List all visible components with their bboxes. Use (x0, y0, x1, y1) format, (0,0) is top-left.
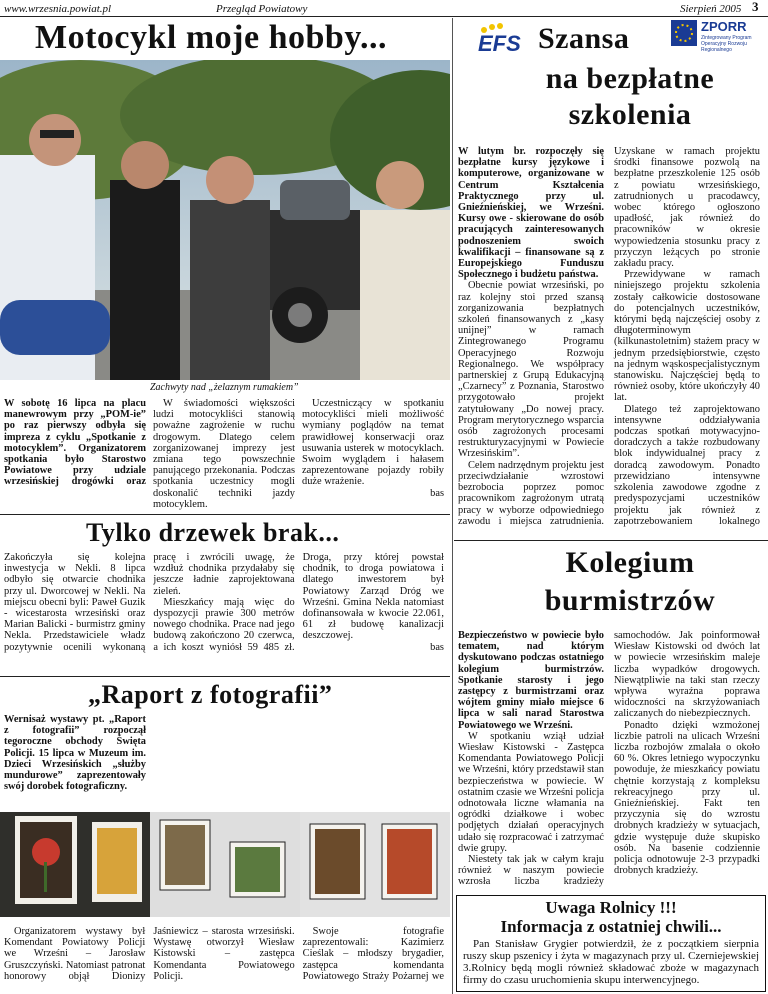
uwaga-box (456, 895, 766, 992)
szansa-body (458, 146, 760, 536)
raport-body (4, 926, 444, 990)
moto-caption: Zachwyty nad „żelaznym rumakiem” (150, 382, 299, 393)
szansa-p2: Celem nadrzędnym projektu jest przeciwdziałanie wzrostowi bezrobocia poprzez pomoc pracownikom zagrożonym utratą pracy w wyborze odpowiedniego zawodu i miejsca zatrudnienia. Uzyskane w ramach projektu środki finansowe pozwolą na bezpłatne przeszkolenie 125 osób z powiatu wrzesińskiego, zatrudnionych u pracodawcy, wobec którego ogłoszono upadłość, jak również do pracowników w okresie wypowiedzenia stosunku pracy z przyczyn leżących po stronie zakładu pracy. (458, 146, 760, 527)
raport-photo-right (300, 812, 450, 917)
moto-photo (0, 60, 450, 380)
kolegium-p2: Niestety tak jak w całym kraju również w naszym powiecie wzrosła liczba kradzieży samochodów. Jak poinformował Wiesław Kistowski od dwóch lat w powiecie wrzesińskim maleje liczba wypadków drogowych. Niewątpliwie na taki stan rzeczy wpływa wyraźna poprawa widoczności na skrzyżowaniach zaliczanych do niebezpiecznych. (458, 630, 760, 888)
raport-p2: Swoje fotografie zaprezentowali: Kazimierz Cieślak – młodszy brygadier, zastępca komendanta Powiatowego Straży Pożarnej we (302, 926, 444, 982)
header-publication: Przegląd Powiatowy (216, 3, 308, 15)
drzewek-sign: bas (430, 641, 444, 653)
zporr-flag-icon (671, 20, 697, 46)
uwaga-text: Pan Stanisław Grygier potwierdził, że z początkiem sierpnia ruszy skup pszenicy i żyta w magazynach przy ul. Czerniejewskiej 3.Rolnicy będą mogli również składować zboże w magazynach firmy do czasu uruchomienia skupu interwencyjnego. (463, 938, 759, 986)
raport-photo-mid-image (150, 812, 300, 917)
rule-szansa (454, 540, 768, 541)
header-rule (0, 16, 768, 17)
szansa-p1: Obecnie powiat wrzesiński, po raz kolejny stoi przed szansą zorganizowania bezpłatnych szkoleń finansowanych z „kasy unijnej” w ramach Zintegrowanego Programu Operacyjnego Rozwoju Regionalnego. We współpracy partnerskiej z Grupą Edukacyjną „Czarnecy” z Poznania, Starostwo przygotowało projekt zatytułowany „Do nowej pracy. Program merytorycznego wsparcia osób zagrożonych procesami restrukturyzacyjnymi w Powiecie Wrzesińskim”. (458, 280, 604, 460)
column-divider (452, 18, 453, 994)
moto-p3: Uczestniczący w spotkaniu motocykliści mieli możliwość wymiany poglądów na temat prawidłowej konserwacji oraz usuwania usterek w motocyklach. Swoim wyglądem i hałasem zaprezentowane pojazdy robiły duże wrażenie. (302, 398, 444, 488)
raport-photo-mid (150, 812, 300, 917)
moto-sign: bas (430, 487, 444, 499)
raport-p1: Organizatorem wystawy był Komendant Powiatowy Policji we Wrześni – Jarosław Gruszczyński. Natomiast patronat honorowy objął Dionizy Jaśniewicz – starosta wrzesiński. Wystawę otworzył Wiesław Kistowski – zastępca Komendanta Powiatowego Policji. (4, 926, 295, 982)
szansa-title-3: szkolenia (568, 98, 692, 131)
moto-p1: W świadomości większości ludzi motocykliści stanowią poważne zagrożenie w ruchu drogowym. Dlatego celem zorganizowanej imprezy jest zmiana tego powszechnie panującego przekonania. Podczas spotkania uczestnicy mogli doskonalić techniki jazdy motocyklem. (153, 398, 295, 510)
drzewek-title: Tylko drzewek brak... (86, 518, 340, 547)
efs-logo-text: EFS (478, 31, 521, 56)
efs-logo (470, 20, 530, 58)
drzewek-p2: Mieszkańcy mają więc do dyspozycji prawie 300 metrów nowego chodnika. Prace nad jego budową zakończono 20 czerwca, a ich koszt wyniósł 59 485 zł. Droga, przy której powstał chodnik, to droga powiatowa i dlatego inwestorem był Powiatowy Zarząd Dróg we Wrześni. Gmina Nekla natomiast dofinansowała w kwocie 22.061, 61 zł budowę kanalizacji deszczowej. (153, 552, 444, 653)
uwaga-title-2: Informacja z ostatniej chwili... (500, 917, 722, 936)
moto-lead: W sobotę 16 lipca na placu manewrowym przy „POM-ie” po raz pierwszy odbyła się impreza z cyklu „Spotkanie z motocyklem”. Organizatorem spotkania było Starostwo Powiatowe przy udziale wrzesińskiej drogówki oraz (4, 398, 146, 488)
raport-title: „Raport z fotografii” (88, 680, 333, 709)
rule-moto (0, 514, 450, 515)
szansa-lead: W lutym br. rozpoczęły się bezpłatne kursy językowe i komputerowe, organizowane w Centrum Kształcenia Praktycznego przy ul. Gnieźnieńskiej, we Wrześni. Kursy owe - skierowane do osób pracujących zainteresowanych podnoszeniem swoich kwalifikacji – finansowane są z Europejskiego Funduszu Społecznego i budżetu państwa. (458, 146, 604, 281)
header-url[interactable]: www.wrzesnia.powiat.pl (4, 3, 112, 15)
uwaga-title-1: Uwaga Rolnicy !!! (545, 898, 677, 917)
szansa-p4: Dlatego też zaprojektowano intensywne oddziaływania podczas spotkań motywacyjno-doradczych a także rozbudowany blok indywidualnej pracy z doradcą zawodowym. Ponadto przewidziano intensywne szkolenia zawodowe zgodne z predyspozycjami uczestników projektu jak również z zapotrzebowaniem lokalnego (614, 403, 760, 527)
drzewek-body (4, 552, 444, 670)
szansa-p3: Przewidywane w ramach niniejszego projektu szkolenia zostały całkowicie dostosowane do potencjalnych uczestników, którymi będą najczęściej osoby z długoterminowym (kilkunastoletnim) stażem pracy w jednym przedsiębiorstwie, często na jednym wąskospecjalistycznym stanowisku. Najczęściej będą to również osoby, które ukończyły 40 lat. (614, 269, 760, 404)
drzewek-p1: Zakończyła się kolejna inwestycja w Nekli. 8 lipca odbyło się otwarcie chodnika przy ul. Dworcowej w Nekli. Na miejscu obecni byli: Paweł Guzik - wicestarosta wrzesiński oraz Marian Balicki - burmistrz gminy Nekla. Przedstawiciele władz pozytywnie ocenili wykonaną pracę i zwrócili uwagę, że wzdłuż chodnika przydałaby się jeszcze ładnie zaprojektowana zieleń. (4, 552, 295, 653)
szansa-title-2: na bezpłatne (545, 62, 715, 95)
moto-col-3 (302, 398, 444, 510)
szansa-title-1: Szansa (538, 22, 630, 55)
moto-photo-image (0, 60, 450, 380)
moto-col-2 (153, 398, 295, 510)
zporr-logo-text: ZPORR (701, 19, 747, 34)
raport-lead: Wernisaż wystawy pt. „Raport z fotografii” rozpoczął tegoroczne obchody Święta Policji. 15 lipca w Muzeum im. Dzieci Wrzesińskich „służby mundurowe” zaprezentowały swój dorobek fotograficzny. (4, 714, 146, 793)
kolegium-lead: Bezpieczeństwo w powiecie było tematem, nad którym dyskutowano podczas ostatniego kolegium burmistrzów. Spotkanie starosty i jego zastępcy z burmistrzami oraz wójtem gminy miało miejsce 6 lipca w sali narad Starostwa Powiatowego we Wrześni. (458, 630, 604, 731)
moto-col-1 (4, 398, 146, 488)
kolegium-p1: W spotkaniu wziął udział Wiesław Kistowski - Zastępca Komendanta Powiatowego Policji we Wrześni, który przedstawił stan bezpieczeństwa w powiecie. W ostatnim czasie we Wrześni policja odnotowała liczne włamania na ogródki działkowe i wobec podjętych działań operacyjnych udało się rozpracować i zatrzymać dwie grupy. (458, 730, 604, 854)
kolegium-title-1: Kolegium (565, 546, 695, 579)
kolegium-p3: Ponadto dzięki wzmożonej liczbie patroli na ulicach Wrześni liczba rozbojów zmalała o około 60 %. Okres letniego wypoczynku powoduje, że mieszkańcy powiatu chętnie korzystają z kompleksu rekreacyjnego przy ul. Gnieźnieńskiej. Fakt ten przyczynia się do wzrostu drobnych kradzieży w sytuacjach, gdzie występuje duże skupisko osób. Na basenie codziennie policja odnotowuje 2-3 przypadki drobnych kradzieży. (614, 719, 760, 877)
zporr-logo-sub: Zintegrowany Program Operacyjny Rozwoju Regionalnego (701, 35, 752, 53)
header-date: Sierpień 2005 (680, 3, 742, 15)
moto-title: Motocykl moje hobby... (35, 19, 387, 56)
rule-drzewek (0, 676, 450, 677)
kolegium-body (458, 630, 760, 892)
kolegium-title-2: burmistrzów (544, 584, 716, 617)
zporr-logo (671, 20, 761, 62)
raport-photo-right-image (300, 812, 450, 917)
page-number: 3 (752, 0, 759, 14)
